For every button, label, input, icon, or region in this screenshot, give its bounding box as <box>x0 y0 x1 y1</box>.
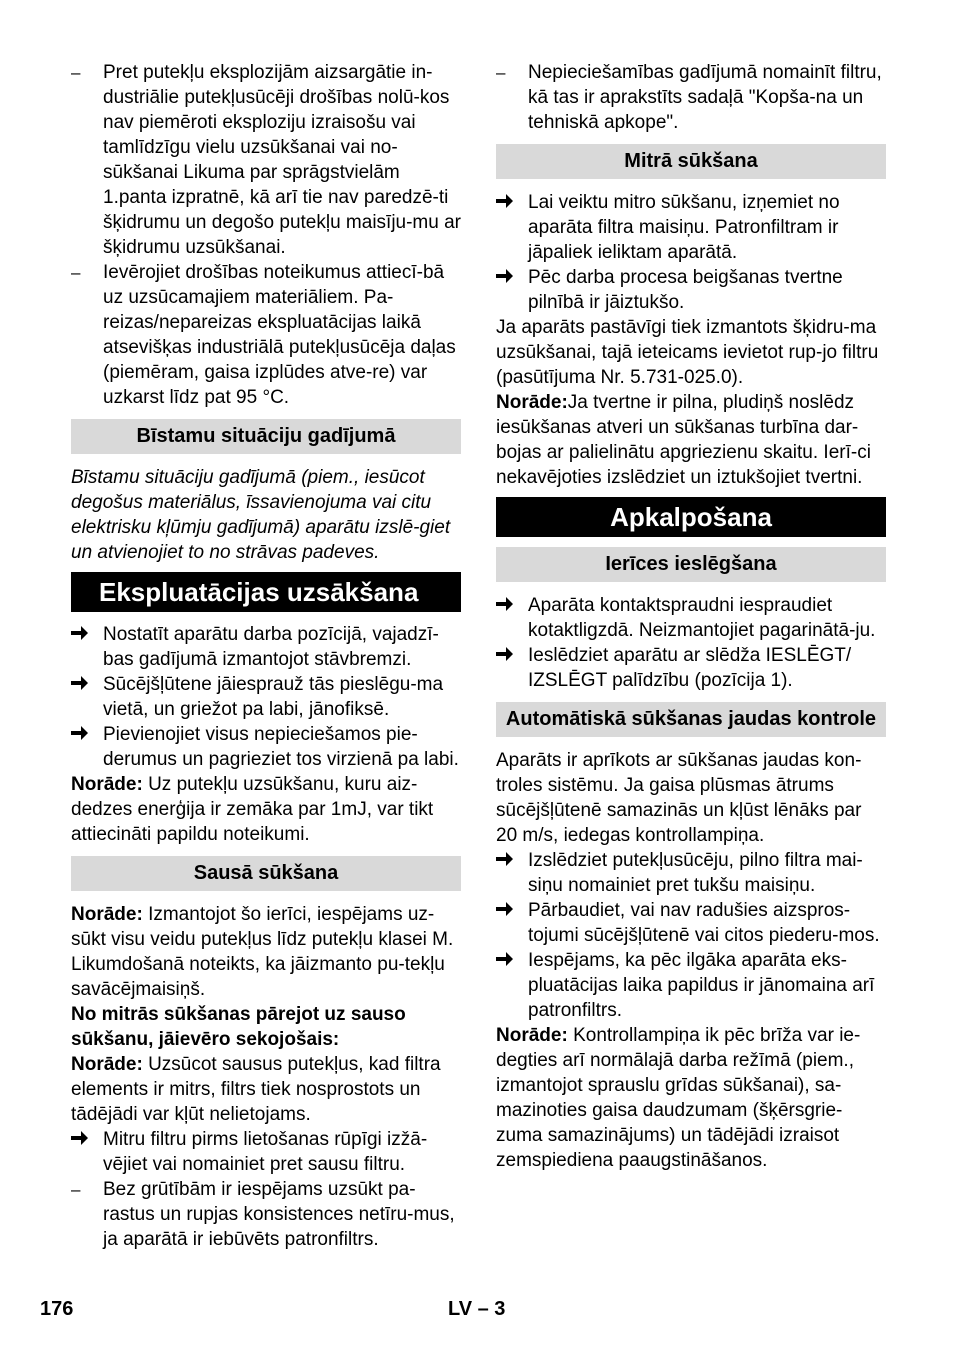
arrow-item-text: Nostatīt aparātu darba pozīcijā, vajadzī-bas gadījumā izmantojot stāvbremzi. <box>103 624 439 670</box>
right-arrow-icon <box>496 948 520 973</box>
language-page-label: LV – 3 <box>448 1298 506 1320</box>
right-arrow-icon <box>71 622 95 647</box>
transition-heading: No mitrās sūkšanas pārejot uz sauso sūkšanu, jāievēro sekojošais: <box>71 1004 406 1050</box>
dash-item <box>71 60 461 260</box>
arrow-item <box>496 265 886 315</box>
dash-item <box>496 60 886 135</box>
right-arrow-icon <box>496 593 520 618</box>
arrow-item-text: Sūcējšļūtene jāiesprauž tās pieslēgu-ma vietā, un griežot pa labi, jānofiksē. <box>103 674 444 720</box>
arrow-item <box>71 1127 461 1177</box>
right-arrow-icon <box>71 722 95 747</box>
arrow-item <box>71 622 461 672</box>
dash-item-text: Nepieciešamības gadījumā nomainīt filtru, kā tas ir aprakstīts sadaļā "Kopša-na un tehniskā apkope". <box>528 62 882 133</box>
danger-paragraph: Bīstamu situāciju gadījumā (piem., iesūcot degošus materiālus, īssavienojuma vai citu elektrisku kļūmju gadījumā) aparātu izslē-giet un atvienojiet to no strāvas padeves. <box>71 467 451 563</box>
arrow-item-text: Iespējams, ka pēc ilgāka aparāta eks-pluatācijas laika papildus ir jānomaina arī patronfiltrs. <box>528 950 875 1021</box>
arrow-item-text: Izslēdziet putekļusūcēju, pilno filtra mai-siņu nomainiet pret tukšu maisiņu. <box>528 850 863 896</box>
note-label: Norāde: <box>496 1025 568 1046</box>
right-arrow-icon <box>496 643 520 668</box>
dash-marker: – <box>71 63 81 82</box>
right-column <box>496 60 886 1173</box>
section-heading-operation: Apkalpošana <box>496 497 886 537</box>
note-paragraph <box>71 1052 461 1127</box>
note-text: Izmantojot šo ierīci, iespējams uz-sūkt visu veidu putekļus līdz putekļu klasei M. Likumdošanā noteikts, ka jāizmanto pu-tekļu savācējmaisiņš. <box>71 904 454 1000</box>
note-text: Ja tvertne ir pilna, pludiņš noslēdz iesūkšanas atveri un sūkšanas turbīna dar-bojas ar palielinātu apgriezienu skaitu. Ierī-ci nekavējoties izslēdziet un iztukšojiet tvertni. <box>496 392 871 488</box>
note-paragraph <box>71 772 461 847</box>
dash-marker: – <box>71 1180 81 1199</box>
arrow-item-text: Ieslēdziet aparātu ar slēdža IESLĒGT/ IZSLĒGT palīdzību (pozīcija 1). <box>528 645 852 691</box>
note-label: Norāde: <box>71 774 143 795</box>
wet-paragraph: Ja aparāts pastāvīgi tiek izmantots šķidru-ma uzsūkšanai, tajā ieteicams ievietot rup-jo filtru (pasūtījuma Nr. 5.731-025.0). <box>496 317 879 388</box>
dash-item <box>71 260 461 410</box>
dash-marker: – <box>496 63 506 82</box>
note-label: Norāde: <box>71 904 143 925</box>
left-column <box>71 60 461 1252</box>
arrow-item <box>496 898 886 948</box>
dash-item-text: Bez grūtībām ir iespējams uzsūkt pa-rastus un rupjas konsistences netīru-mus, ja aparātā ir iebūvēts patronfiltrs. <box>103 1179 455 1250</box>
right-arrow-icon <box>496 898 520 923</box>
subheading-switch-on: Ierīces ieslēgšana <box>496 547 886 582</box>
arrow-item-text: Aparāta kontaktspraudni iespraudiet kotaktligzdā. Neizmantojiet pagarinātā-ju. <box>528 595 876 641</box>
note-paragraph <box>496 1023 886 1173</box>
arrow-item-text: Mitru filtru pirms lietošanas rūpīgi izžā-vējiet vai nomainiet pret sausu filtru. <box>103 1129 428 1175</box>
arrow-item <box>71 722 461 772</box>
auto-paragraph: Aparāts ir aprīkots ar sūkšanas jaudas kon-troles sistēmu. Ja gaisa plūsmas ātrums sūcējšļūtenē samazinās un kļūst lēnāks par 20 m/s, iedegas kontrollampiņa. <box>496 750 862 846</box>
arrow-item <box>496 593 886 643</box>
arrow-item-text: Lai veiktu mitro sūkšanu, izņemiet no aparāta filtra maisiņu. Patronfiltram ir jāpaliek ieliktam aparātā. <box>528 192 840 263</box>
section-heading-start: Ekspluatācijas uzsākšana <box>71 572 461 612</box>
right-arrow-icon <box>496 848 520 873</box>
note-paragraph <box>496 390 886 490</box>
right-arrow-icon <box>71 1127 95 1152</box>
note-label: Norāde: <box>496 392 568 413</box>
note-label: Norāde: <box>71 1054 143 1075</box>
note-paragraph <box>71 902 461 1002</box>
subheading-danger: Bīstamu situāciju gadījumā <box>71 419 461 454</box>
right-arrow-icon <box>496 190 520 215</box>
arrow-item-text: Pēc darba procesa beigšanas tvertne pilnībā ir jāiztukšo. <box>528 267 843 313</box>
note-text: Uzsūcot sausus putekļus, kad filtra elements ir mitrs, filtrs tiek nosprostots un tādējādi var kļūt nelietojams. <box>71 1054 441 1125</box>
dash-item <box>71 1177 461 1252</box>
subheading-auto-control: Automātiskā sūkšanas jaudas kontrole <box>496 702 886 737</box>
subheading-dry: Sausā sūkšana <box>71 856 461 891</box>
arrow-item <box>496 848 886 898</box>
dash-marker: – <box>71 263 81 282</box>
arrow-item <box>496 190 886 265</box>
arrow-item <box>496 643 886 693</box>
dash-item-text: Ievērojiet drošības noteikumus attiecī-bā uz uzsūcamajiem materiāliem. Pa-reizas/nepareizas ekspluatācijas laikā atsevišķas industriālā putekļusūcēja daļas (piemēram, gaisa izplūdes atve-re) var uzkarst līdz pat 95 °C. <box>103 262 456 408</box>
note-text: Kontrollampiņa ik pēc brīža var ie-degties arī normālajā darba režīmā (piem., izmantojot sprauslu grīdas sūkšanai), sa-mazinoties gaisa daudzumam (šķērsgrie-zuma samazinājums) un tādējādi izraisot zemspiediena paaugstināšanos. <box>496 1025 861 1171</box>
dash-item-text: Pret putekļu eksplozijām aizsargātie in-dustriālie putekļusūcēji drošības nolū-kos nav piemēroti eksploziju izraisošu vai tamlīdzīgu vielu uzsūkšanai vai no-sūkšanai Likuma par sprāgstvielām 1.panta izpratnē, kā arī tie nav paredzē-ti šķidrumu un degošo putekļu maisīju-mu ar šķidrumu uzsūkšanai. <box>103 62 462 258</box>
note-text: Uz putekļu uzsūkšanu, kuru aiz-dedzes enerģija ir zemāka par 1mJ, var tikt attiecināti papildu noteikumi. <box>71 774 434 845</box>
arrow-item <box>496 948 886 1023</box>
right-arrow-icon <box>71 672 95 697</box>
arrow-item <box>71 672 461 722</box>
arrow-item-text: Pievienojiet visus nepieciešamos pie-derumus un pagrieziet tos virzienā pa labi. <box>103 724 459 770</box>
subheading-wet: Mitrā sūkšana <box>496 144 886 179</box>
page-number: 176 <box>40 1298 74 1320</box>
arrow-item-text: Pārbaudiet, vai nav radušies aizspros-tojumi sūcējšļūtenē vai citos piederu-mos. <box>528 900 880 946</box>
right-arrow-icon <box>496 265 520 290</box>
